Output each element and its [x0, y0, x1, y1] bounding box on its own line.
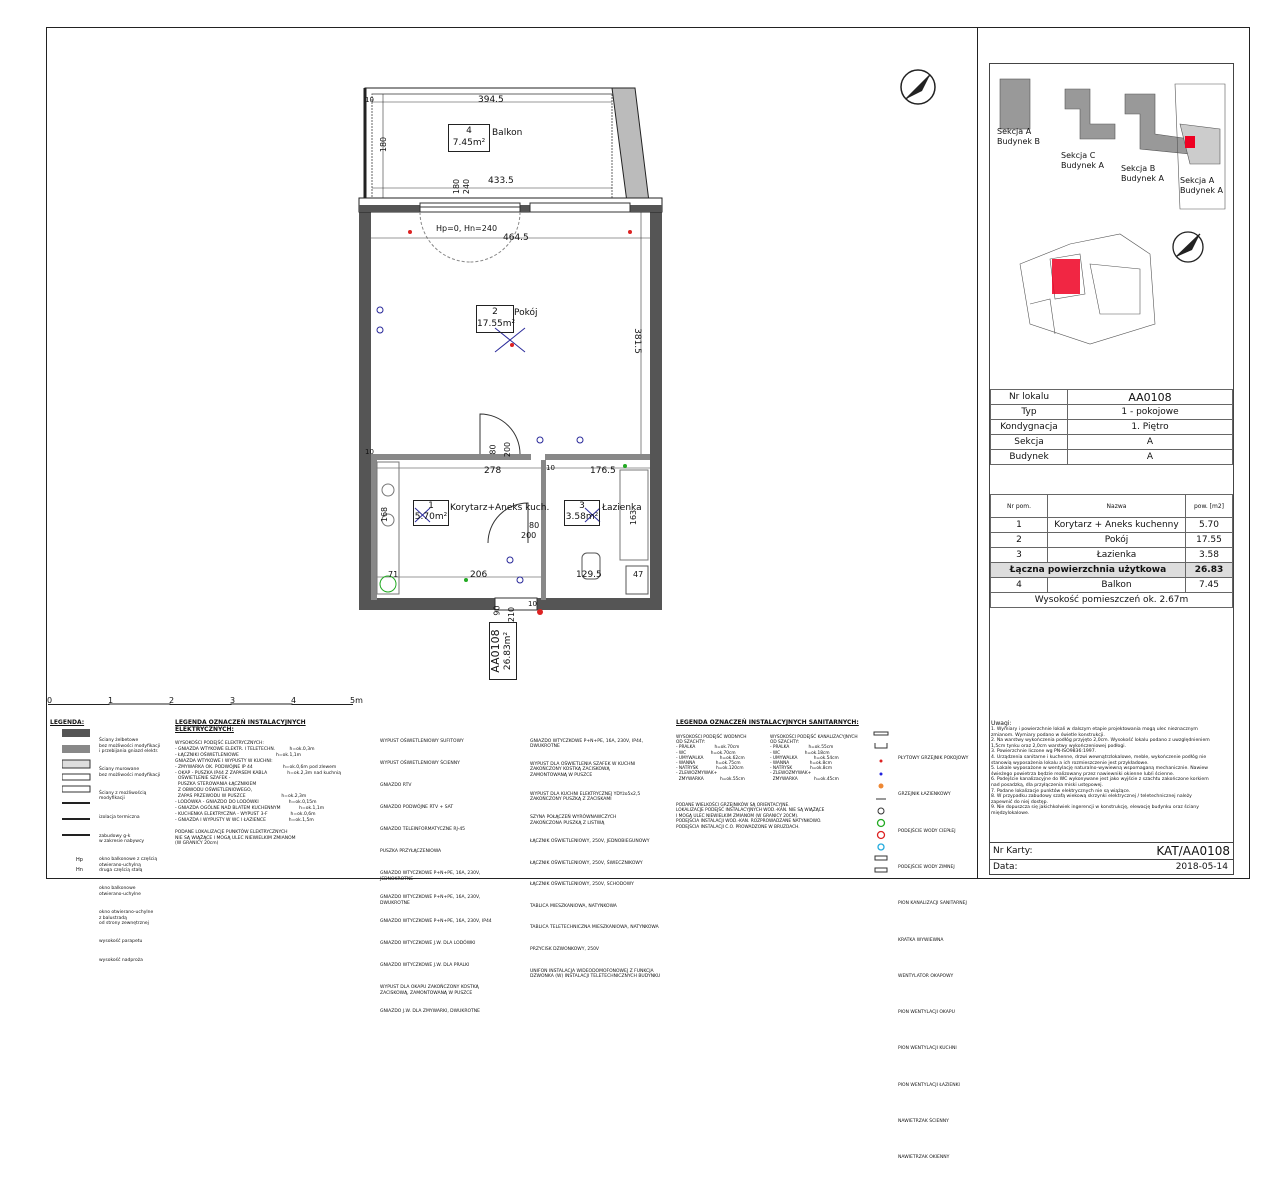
- legend-item: TABLICA MIESZKANIOWA, NATYNKOWA: [530, 903, 617, 909]
- legend-item: PION WENTYLACJI OKAPU: [898, 1010, 955, 1016]
- room-number: 3: [579, 501, 585, 511]
- areas-header-cell: Nr pom.: [991, 495, 1048, 518]
- dim-180: 180: [452, 178, 462, 195]
- legend-electric-text: WYSOKOŚCI PODEJŚĆ ELEKTRYCZNYCH: - GNIAZDA WTYKOWE ELEKTR. I TELETECHN. h=ok.0,3m - ŁĄCZNIKI OŚWIETLENIOWE h=ok.1,1m GNIAZDA WTYKOWE I WYPUSTY W KUCHNI: - ZMYWARKA OK. PODWÓJNE IP 44 h=ok.0,6m pod zlewem - OKAP - PUSZKA IP44 Z ZAPASEM KABLA h=ok.2,3m nad kuchnią OŚWIETLENIE SZAFEK - PUSZKA STEROWANIA ŁĄCZNIKIEM Z OBWODU OŚWIETLENIOWEGO, ZAPAS PRZEWODU W PUSZCE h=ok.2,3m - LODÓWKA - GNIAZDO DO LODÓWKI h=ok.0,15m - GNIAZDA OGÓLNE NAD BLATEM KUCHENNYM h=ok.1,1m - KUCHENKA ELEKTRYCZNA - WYPUST 3-F h=ok.0,6m - GNIAZDA I WYPUSTY W WC I ŁAZIENCE h=ok.1,5m PODANE LOKALIZACJE PUNKTÓW ELEKTRYCZNYCH NIE SĄ WIĄŻĄCE I MOGĄ ULEC NIEWIELKIM ZMIANOM (W GRANICY 20cm): [175, 741, 341, 847]
- legend-sanitary: [676, 719, 866, 830]
- notes-text: 1. Wymiary i powierzchnie lokali w dalszym etapie projektowania mogą ulec nieznacznym zmianom. Wymiary podano w świetle konstrukcji. 2. Na warstwy wykończenia podłóg przyjęto 2,0cm. Wysokość lokalu podano z uwzględnieniem 1,5cm tynku oraz 2,0cm warstwy wykończeniowej podłogi. 3. Powierzchnie liczone wg PN-ISO9836:1997. 4. Urządzenia sanitarne i kuchenne, drzwi wewnątrzlokalowe, meble, wykończenie podłóg nie stanowią wyposażenia lokalu a ich rozmieszczenie jest przykładowe. 5. Lokale wyposażone w wentylację naturalno-wywiewną wspomaganą mechanicznie. Nawiew świeżego powietrza będzie realizowany przez nawiewniki okienne lub/i ścienne. 6. Podejście kanalizacyjne do WC wykonywane jest jako wyjście z szachtu zakończone korkiem nad posadzką, dla przyłączenia miski ustępowej. 7. Podane lokalizacje punktów elektrycznych nie są wiążące. 8. W przypadku zabudowy szafą wiekową skrzynki elektrycznej / teletechnicznej należy zapewnić do niej dostęp. 9. Nie dopuszcza się jakichkolwiek ingerencji w konstrukcję, elewację budynku oraz ściany międzylokalowe.: [991, 727, 1210, 816]
- legend-sanitary-sewer: WYSOKOŚCI PODEJŚĆ KANALIZACYJNYCH OD SZACHTY: - PRALKA h=ok.55cm - WC h=ok.18cm - UMYWALKA h=ok.54cm - WANNA h=ok.8cm - NATRYSK h=ok.8cm - ZLEWOZMYWAK+ ZMYWARKA h=ok.45cm: [770, 735, 858, 782]
- areas-total-label: Łączna powierzchnia użytkowa: [991, 563, 1186, 578]
- dim-balcony-wall: 433.5: [488, 176, 514, 186]
- legend-hp: Hp: [76, 857, 83, 863]
- keyplan-label: [1061, 151, 1104, 171]
- dim-10c: 10: [546, 464, 555, 472]
- keyplan-label-line: Budynek A: [1180, 186, 1224, 195]
- legend-item: zabudowy g-k w zakresie nabywcy: [99, 833, 145, 844]
- info-row: [991, 405, 1233, 420]
- legend-item: TABLICA TELETECHNICZNA MIESZKANIOWA, NATYNKOWA: [530, 925, 659, 931]
- room-area: 3.58m²: [565, 512, 599, 522]
- areas-cell: Korytarz + Aneks kuchenny: [1048, 518, 1186, 533]
- legend-item: GNIAZDO WTYCZKOWE P+N+PE, 16A, 230V, DWUKROTNE: [380, 895, 481, 906]
- keyplan-label: [1180, 176, 1223, 196]
- legend-item: UNIFON INSTALACJA WIDEODOMOFONOWEJ Z FUNKCJA DZWONKA (W) INSTALACJI TELETECHNICZNYCH BUDYNKU: [530, 968, 661, 979]
- dim-240: 240: [462, 178, 472, 195]
- keyplan-label-line: Budynek A: [1061, 161, 1105, 170]
- dim-10d: 10: [528, 600, 537, 608]
- areas-cell: 4: [991, 578, 1048, 593]
- areas-header: [991, 495, 1233, 518]
- legend-item: Ściany murowane bez możliwości modyfikacji: [99, 767, 161, 778]
- legend-item: ŁĄCZNIK OŚWIETLENIOWY, 250V, SCHODOWY: [530, 882, 634, 888]
- legend-item: SZYNA POŁĄCZEŃ WYRÓWNAWCZYCH ZAKOŃCZONA PUSZKĄ Z LISTWĄ: [530, 815, 617, 826]
- room-number: 2: [492, 307, 498, 317]
- room-number: 4: [466, 126, 472, 136]
- legend-item: PODEJŚCIE WODY CIEPŁEJ: [898, 828, 956, 834]
- room-bath-name: Łazienka: [602, 503, 642, 513]
- scale-tick: 4: [291, 696, 297, 705]
- areas-row: [991, 578, 1233, 593]
- legend-item: GNIAZDO WTYCZKOWE P+N+PE, 16A, 230V, JEDNOKROTNE: [380, 871, 481, 882]
- dim-bath-bottom: 129.5: [576, 570, 602, 580]
- unit-code: AA0108: [489, 629, 502, 673]
- info-value: A: [1068, 450, 1233, 465]
- card-number: KAT/AA0108: [1156, 844, 1230, 858]
- areas-cell: Balkon: [1048, 578, 1186, 593]
- dim-210: 210: [507, 606, 517, 623]
- room-corridor-name: Korytarz+Aneks kuch.: [450, 503, 550, 513]
- keyplan-label-line: Budynek A: [1121, 174, 1165, 183]
- areas-row: [991, 548, 1233, 563]
- dim-bath-width: 176.5: [590, 466, 616, 476]
- legend-item: GRZEJNIK ŁAZIENKOWY: [898, 792, 951, 798]
- dim-entry-width: 206: [470, 570, 488, 580]
- dim-balcony-height: 180: [379, 136, 389, 153]
- keyplan-label: [1121, 164, 1164, 184]
- legend-item: WENTYLATOR OKAPOWY: [898, 973, 954, 979]
- legend-electric: [175, 719, 360, 847]
- floor-plan: [0, 0, 980, 705]
- scale-tick: 5m: [350, 696, 363, 705]
- room-bath-box: [564, 500, 600, 526]
- areas-cell: 1: [991, 518, 1048, 533]
- card-number-row: [989, 842, 1234, 860]
- areas-total-row: [991, 563, 1233, 578]
- notes-title: Uwagi:: [991, 720, 1012, 727]
- areas-cell: 3.58: [1186, 548, 1233, 563]
- dim-room-height: 381.5: [631, 328, 642, 354]
- legend-item: WYPUST DLA KUCHNI ELEKTRYCZNEJ YDYżo5x2,5 ZAKOŃCZONY PUSZKĄ Z ZACISKAMI: [530, 791, 641, 803]
- areas-cell: Łazienka: [1048, 548, 1186, 563]
- card-number-label: Nr Karty:: [993, 846, 1033, 856]
- legend-materials-text: [99, 728, 160, 968]
- info-row: [991, 450, 1233, 465]
- legend-item: wysokość parapetu: [99, 939, 143, 945]
- areas-header-cell: Nazwa: [1048, 495, 1186, 518]
- legend-item: izolacja termiczna: [99, 815, 140, 821]
- info-value: AA0108: [1068, 390, 1233, 405]
- hp-hn-label: Hp=0, Hn=240: [436, 224, 498, 233]
- date-label: Data:: [993, 862, 1018, 872]
- areas-height: Wysokość pomieszczeń ok. 2.67m: [991, 593, 1233, 608]
- legend-item: Ściany żelbetowe bez możliwości modyfikacji i przebijania gniazd elektr.: [99, 738, 161, 754]
- dim-corridor-width: 278: [484, 466, 502, 476]
- dim-door2: 80: [529, 521, 540, 530]
- legend-item: PION WENTYLACJI ŁAZIENKI: [898, 1082, 960, 1088]
- legend-hn: Hn: [76, 867, 83, 873]
- legend-title: LEGENDA OZNACZEŃ INSTALACYJNYCH SANITARNYCH:: [676, 719, 859, 726]
- legend-item: WYPUST DLA OKAPU ZAKOŃCZONY KOSTKĄ ZACISKOWĄ, ZAMONTOWANĄ W PUSZCE: [380, 985, 479, 996]
- areas-cell: 7.45: [1186, 578, 1233, 593]
- info-label: Typ: [991, 405, 1068, 420]
- room-pokoj-name: Pokój: [514, 308, 538, 318]
- areas-row: [991, 533, 1233, 548]
- room-area: 7.45m²: [452, 138, 486, 148]
- dim-door1: 80: [488, 444, 498, 455]
- legend-item: NAWIETRZAK OKIENNY: [898, 1155, 950, 1161]
- legend-sanitary-notes: PODANE WIELKOŚCI GRZEJNIKÓW SĄ ORIENTACYJNE. LOKALIZACJE PODEJŚĆ INSTALACYJNYCH WOD.-KAN. NIE SĄ WIĄŻĄCE I MOGĄ ULEC NIEWIELKIM ZMIANOM (W GRANICY 20CM). PODEJŚCIA INSTALACJI WOD.-KAN. ROZPROWADZANE NATYNKOWO. PODEJŚCIA INSTALACJI C.O. PROWADZONE W BRUZDACH.: [676, 803, 825, 830]
- dim-90: 90: [492, 605, 502, 616]
- keyplan-label-line: Sekcja A: [1180, 176, 1215, 185]
- areas-cell: 5.70: [1186, 518, 1233, 533]
- legend-materials: [50, 719, 165, 726]
- scale-tick: 2: [169, 696, 175, 705]
- areas-header-cell: pow. [m2]: [1186, 495, 1233, 518]
- legend-item: PION KANALIZACJI SANITARNEJ: [898, 901, 967, 907]
- legend-item: NAWIETRZAK ŚCIENNY: [898, 1119, 949, 1124]
- scale-tick: 3: [230, 696, 236, 705]
- legend-item: PRZYCISK DZWONKOWY, 250V: [530, 946, 600, 952]
- legend-item: GNIAZDO J.W. DLA ZMYWARKI, DWUKROTNE: [380, 1009, 480, 1014]
- dim-balcony-width: 394.5: [478, 95, 504, 105]
- info-value: A: [1068, 435, 1233, 450]
- legend-item: GNIAZDO WTYCZKOWE P+N+PE, 16A, 230V, IP44: [380, 919, 492, 924]
- legend-hvac-symbols: [872, 729, 892, 875]
- info-label: Sekcja: [991, 435, 1068, 450]
- keyplan-label: [997, 127, 1040, 147]
- keyplan-label-line: Sekcja A: [997, 127, 1032, 136]
- key-plan: [990, 64, 1233, 384]
- legend-item: PODEJŚCIE WODY ZIMNEJ: [898, 865, 955, 871]
- keyplan-label-line: Sekcja C: [1061, 151, 1096, 160]
- legend-sanitary-water: WYSOKOŚCI PODEJŚĆ WODNYCH OD SZACHTY: - PRALKA h=ok.70cm - WC h=ok.70cm - UMYWALKA h=ok.62cm - WANNA h=ok.75cm - NATRYSK h=ok.120cm - ZLEWOZMYWAK+ ZMYWARKA h=ok.55cm: [676, 735, 747, 782]
- dim-door1b: 200: [503, 441, 513, 458]
- legend-item: ŁĄCZNIK OŚWIETLENIOWY, 250V, JEDNOBIEGUNOWY: [530, 838, 650, 844]
- unit-info-table: [990, 389, 1233, 465]
- legend-item: GNIAZDO WTYCZKOWE P+N+PE, 16A, 230V, IP44, DWUKROTNE: [530, 738, 644, 749]
- dim-corridor-height: 168: [380, 506, 390, 523]
- unit-tag: [489, 622, 517, 680]
- areas-cell: 17.55: [1186, 533, 1233, 548]
- legend-item: WYPUST OŚWIETLENIOWY SUFITOWY: [380, 739, 464, 744]
- legend-hvac: [872, 729, 977, 1189]
- scale-tick: 1: [108, 696, 114, 705]
- keyplan-label-line: Sekcja B: [1121, 164, 1156, 173]
- legend-item: GNIAZDO TELEINFORMATYCZNE RJ-45: [380, 827, 466, 832]
- room-balcony-box: [448, 124, 490, 152]
- legend-item: KRATKA WYWIEWNA: [898, 937, 944, 943]
- info-row: [991, 420, 1233, 435]
- room-area: 17.55m²: [477, 319, 516, 329]
- dim-10b: 10: [365, 448, 374, 456]
- legend-electric-symbols: [365, 728, 505, 1031]
- areas-row: [991, 518, 1233, 533]
- legend-item: okno balkonowe otwierano-uchylne: [99, 886, 141, 897]
- legend-swatches: [62, 727, 94, 877]
- legend-item: wysokość nadproża: [99, 957, 143, 963]
- legend-item: PŁYTOWY GRZEJNIK POKOJOWY: [898, 756, 969, 762]
- areas-table: [990, 494, 1233, 608]
- legend-item: WYPUST OŚWIETLENIOWY ŚCIENNY: [380, 761, 460, 766]
- legend-item: okno otwierano-uchylne z balustradą od strony zewnętrznej: [99, 910, 154, 926]
- legend-item: PUSZKA PRZYŁĄCZENIOWA: [380, 849, 442, 854]
- date-row: [989, 859, 1234, 875]
- areas-height-row: [991, 593, 1233, 608]
- dim-door2b: 200: [521, 531, 537, 540]
- room-corridor-box: [413, 500, 449, 526]
- info-label: Nr lokalu: [991, 390, 1068, 405]
- legend-item: GNIAZDO WTYCZKOWE J.W. DLA PRALKI: [380, 963, 470, 968]
- legend-item: WYPUST DLA OŚWIETLENIA SZAFEK W KUCHNI ZAKOŃCZONY KOSTKĄ ZACISKOWĄ ZAMONTOWANĄ W PUSZCE: [530, 762, 636, 778]
- keyplan-label-line: Budynek B: [997, 137, 1041, 146]
- dim-47: 47: [633, 570, 644, 579]
- legend-item: GNIAZDO RTV: [380, 783, 412, 788]
- areas-cell: Pokój: [1048, 533, 1186, 548]
- room-number: 1: [428, 501, 434, 511]
- legend-item: GNIAZDO PODWÓJNE RTV + SAT: [380, 805, 454, 810]
- legend-title: LEGENDA OZNACZEŃ INSTALACYJNYCH ELEKTRYCZNYCH:: [175, 719, 306, 733]
- info-value: 1 - pokojowe: [1068, 405, 1233, 420]
- info-row: [991, 390, 1233, 405]
- legend-item: Ściany z możliwością modyfikacji: [99, 791, 147, 802]
- legend-title: LEGENDA:: [50, 719, 85, 726]
- info-label: Kondygnacja: [991, 420, 1068, 435]
- notes-block: [991, 720, 1232, 817]
- room-balcony-name: Balkon: [492, 128, 523, 138]
- dim-71: 71: [388, 570, 399, 579]
- areas-cell: 2: [991, 533, 1048, 548]
- areas-total-value: 26.83: [1186, 563, 1233, 578]
- dim-bath-height: 163: [629, 509, 639, 526]
- legend-item: GNIAZDO WTYCZKOWE J.W. DLA LODÓWKI: [380, 941, 476, 946]
- dim-room-width: 464.5: [503, 233, 529, 243]
- dim-10a: 10: [365, 96, 374, 104]
- info-label: Budynek: [991, 450, 1068, 465]
- legend-item: ŁĄCZNIK OŚWIETLENIOWY, 250V, ŚWIECZNIKOWY: [530, 860, 643, 866]
- scale-tick: 0: [47, 696, 53, 705]
- room-area: 5.70m²: [414, 512, 448, 522]
- info-row: [991, 435, 1233, 450]
- room-pokoj-box: [476, 305, 514, 333]
- info-value: 1. Piętro: [1068, 420, 1233, 435]
- date-value: 2018-05-14: [1175, 862, 1228, 872]
- areas-cell: 3: [991, 548, 1048, 563]
- unit-area: 26.83m²: [503, 631, 513, 671]
- legend-electric-symbols-2: [515, 728, 665, 992]
- legend-item: PION WENTYLACJI KUCHNI: [898, 1046, 957, 1052]
- legend-item: okno balkonowe z częścią otwierano-uchylną druga częścią stałą: [99, 857, 158, 873]
